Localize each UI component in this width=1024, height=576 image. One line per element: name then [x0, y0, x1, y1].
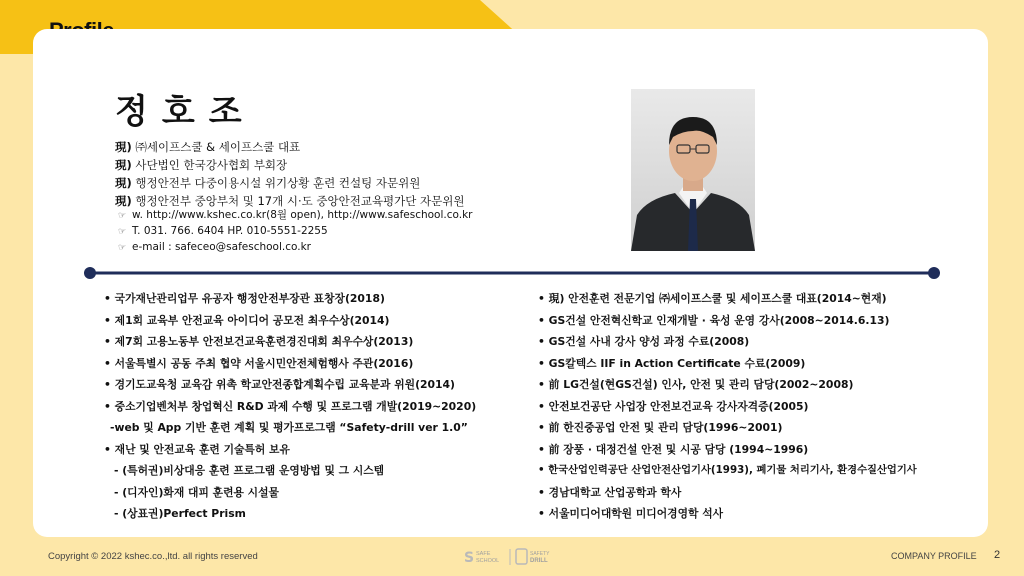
list-item: • GS건설 안전혁신학교 인재개발 · 육성 운영 강사(2008~2014.6.13) [538, 313, 890, 327]
svg-text:DRILL: DRILL [530, 558, 548, 564]
pointing-hand-icon: ☞ [118, 211, 127, 221]
safe-school-logo [464, 550, 499, 566]
list-item: • 중소기업벤처부 창업혁신 R&D 과제 수행 및 프로그램 개발(2019~2020) [104, 399, 477, 413]
list-item: • 안전보건공단 사업장 안전보건교육 강사자격증(2005) [538, 399, 809, 413]
copyright-text: Copyright © 2022 kshec.co.,ltd. all rights reserved [48, 551, 258, 562]
list-item: • 한국산업인력공단 산업안전산업기사(1993), 폐기물 처리기사, 환경수질산업기사 [538, 464, 917, 476]
list-subitem: - (디자인)화재 대피 훈련용 시설물 [114, 485, 279, 499]
page-number: 2 [994, 549, 1001, 561]
list-item: • 前 장풍 · 대정건설 안전 및 시공 담당 (1994~1996) [538, 442, 809, 456]
list-item: • GS건설 사내 강사 양성 과정 수료(2008) [538, 335, 750, 348]
career-list [538, 288, 917, 525]
email-contact: ☞ e-mail : safeceo@safeschool.co.kr [118, 240, 472, 256]
role-item: 現) 사단법인 한국강사협회 부회장 [115, 158, 288, 172]
list-item: • 서울미디어대학원 미디어경영학 석사 [538, 507, 724, 520]
svg-text:SAFE: SAFE [476, 551, 491, 557]
list-item: • 제7회 고용노동부 안전보건교육훈련경진대회 최우수상(2013) [104, 335, 414, 348]
phone-contact: ☞ T. 031. 766. 6404 HP. 010-5551-2255 [118, 224, 472, 240]
role-item: 現) 행정안전부 중앙부처 및 17개 시·도 중앙안전교육평가단 자문위원 [115, 194, 465, 208]
pointing-hand-icon: ☞ [118, 243, 127, 253]
list-item: • 現) 안전훈련 전문기업 ㈜세이프스쿨 및 세이프스쿨 대표(2014~현재) [538, 292, 887, 305]
list-item: • 경남대학교 산업공학과 학사 [538, 485, 682, 499]
svg-text:SCHOOL: SCHOOL [476, 558, 500, 564]
achievement-list [104, 288, 476, 525]
section-label: COMPANY PROFILE [891, 551, 977, 561]
list-item: • 재난 및 안전교육 훈련 기술특허 보유 [104, 442, 290, 456]
list-subitem: - (특허권)비상대응 훈련 프로그램 운영방법 및 그 시스템 [114, 464, 385, 477]
list-item: • 제1회 교육부 안전교육 아이디어 공모전 최우수상(2014) [104, 313, 390, 327]
list-item: • 前 LG건설(현GS건설) 인사, 안전 및 관리 담당(2002~2008) [538, 378, 854, 391]
role-item: 現) 행정안전부 다중이용시설 위기상황 훈련 컨설팅 자문위원 [115, 176, 421, 190]
list-item: • 경기도교육청 교육감 위촉 학교안전종합계획수립 교육분과 위원(2014) [104, 378, 455, 391]
list-item: • 서울특별시 공동 주최 협약 서울시민안전체험행사 주관(2016) [104, 356, 414, 370]
list-subitem: - (상표권)Perfect Prism [114, 507, 246, 520]
role-item: 現) ㈜세이프스쿨 & 세이프스쿨 대표 [115, 140, 301, 154]
safety-drill-logo [516, 549, 550, 564]
website-contact: ☞ w. http://www.kshec.co.kr(8월 open), http://www.safeschool.co.kr [118, 208, 472, 224]
list-item: • 국가재난관리업무 유공자 행정안전부장관 표창장(2018) [104, 292, 385, 305]
profile-name: 정호조 [115, 92, 256, 132]
list-item: • 前 한진중공업 안전 및 관리 담당(1996~2001) [538, 421, 783, 434]
svg-text:S: S [464, 550, 475, 566]
pointing-hand-icon: ☞ [118, 227, 127, 237]
list-subitem: -web 및 App 기반 훈련 계획 및 평가프로그램 “Safety-drill ver 1.0” [110, 421, 468, 434]
company-logos [462, 546, 558, 568]
list-item: • GS칼텍스 IIF in Action Certificate 수료(2009) [538, 356, 806, 370]
svg-text:SAFETY: SAFETY [530, 551, 550, 557]
